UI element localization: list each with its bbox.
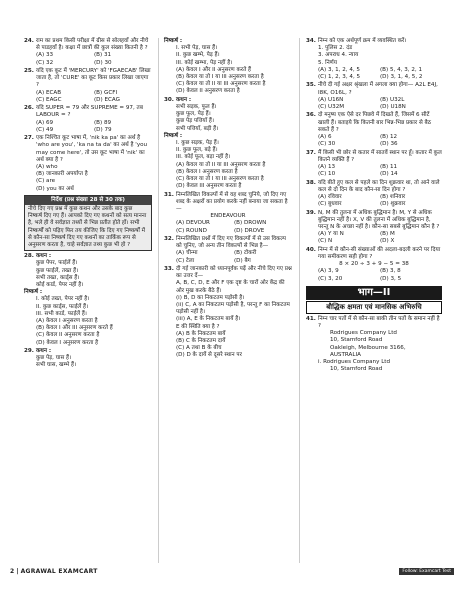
- question-35: [306, 82, 442, 111]
- question-number: 25.: [24, 68, 34, 74]
- question-text: राम का प्रथम किसी परीक्षा में ग्रीस से सोलहवाँ और नीचे से पाडहवाँ है। कक्षा में छात्रों की कुल संख्या कितनी है ?: [36, 38, 149, 52]
- statement: सभी तख्त, कार्ड्स हैं।: [36, 274, 80, 281]
- conclusion: (C) केवल या तो I या III अनुसरण करता है: [176, 176, 264, 183]
- question-line: [306, 112, 442, 134]
- options: [306, 67, 442, 81]
- conclusion: (A) केवल I अनुसरण करता है: [36, 318, 98, 325]
- question-text: एक निश्चित कूट भाषा में, 'nik ka pa' का अर्थ है 'who are you', 'ka na ta da' का अर्थ है 'you may come here', तो उस कूट भाषा में 'nik' का अर्थ क्या है ?: [36, 135, 148, 163]
- option: (D) बैग: [234, 257, 251, 264]
- option: (D) 14: [380, 171, 398, 178]
- question-34: [306, 38, 442, 81]
- page-footer: [10, 568, 454, 578]
- question-29-continued: [164, 38, 292, 96]
- question-31: [164, 192, 292, 235]
- question-number: 27.: [24, 135, 34, 142]
- question-number: 33.: [164, 266, 174, 273]
- direction-box: [24, 195, 152, 251]
- option: (C) ROUND: [176, 227, 207, 234]
- address-line: AUSTRALIA: [330, 351, 361, 358]
- question-info: A, B, C, D, E और F एक दृष्ट के चारों ओर केंद्र की ओर मुख करके बैठे हैं।: [176, 280, 285, 294]
- question-29: [24, 348, 152, 370]
- question-line-item: (C) A तथा B के बीच: [176, 345, 222, 352]
- option: (D) शुक्रवार: [380, 201, 406, 208]
- question-line-item: (D) D के दायें से दूसरे स्थान पर: [176, 352, 242, 359]
- address-line: Rodrigues Company Ltd: [330, 330, 397, 337]
- question-line-item: (A) B के निकटतम बायें: [176, 330, 226, 337]
- question-37: [306, 150, 442, 179]
- statement: कुछ पेड़, घास हैं।: [36, 355, 72, 362]
- column-3: [306, 38, 442, 375]
- statement: कुछ फाईलें, तख्त हैं।: [36, 267, 79, 274]
- option: (B) 12: [380, 134, 398, 141]
- question-text: निम्नलिखित विकल्पों में से वह शब्द चुनिये, जो दिए गए शब्द के अक्षरों का प्रयोग करके नहीं बनाया जा सकता है—: [176, 191, 288, 213]
- option: (D) X: [380, 238, 395, 245]
- option-line: i. Rodrigues Company Ltd: [318, 359, 391, 366]
- conclusion: I. कुछ सड़क, पेड़ हैं।: [176, 140, 219, 147]
- options: [24, 164, 152, 193]
- question-number: 32.: [164, 236, 174, 243]
- option: (C) 1, 2, 3, 4, 5: [318, 74, 361, 81]
- question-number: 31.: [164, 191, 174, 198]
- section-subtitle: बौद्धिक क्षमता एवं मानसिक अभिरुचि: [306, 301, 442, 314]
- question-number: 40.: [306, 246, 316, 253]
- question-38: [306, 180, 442, 209]
- column-1: [24, 38, 152, 371]
- question-number: 37.: [306, 149, 316, 156]
- option: (C) 10: [318, 171, 336, 178]
- option: (C) EAGC: [36, 96, 62, 103]
- option: (D) you का अर्थ: [36, 185, 74, 192]
- question-lines: [306, 45, 442, 67]
- conclusion: (A) केवल या तो II या III अनुसरण करता है: [176, 161, 266, 168]
- conclusion: (C) केवल II अनुसरण करता है: [36, 332, 100, 339]
- option: (B) GCFI: [94, 89, 118, 96]
- statement-label: कथन :: [36, 253, 52, 260]
- question-number: 38.: [306, 179, 316, 186]
- question-line: [306, 150, 442, 164]
- question-30: [164, 97, 292, 191]
- address-line: 10, Stamford Road: [330, 337, 383, 344]
- question-line: [306, 180, 442, 194]
- question-line-item: 3. अपराध 4. न्याय: [318, 52, 359, 59]
- question-number: 34.: [306, 38, 316, 44]
- option: (D) 3, 1, 4, 5, 2: [380, 74, 423, 81]
- conclusion: (C) केवल या तो II या III अनुसरण करता है: [176, 81, 266, 88]
- direction-body: नीचे दिए गए प्रश्न में कुछ कथन और उसके बाद कुछ निष्कर्ष दिए गए हैं। आपको दिए गए कथनों को सत्य मानना है, भले ही वे सर्वज्ञात तथ्यों से भिन्न प्रतीत होते हों। सभी निष्कर्षों को पढ़िए फिर तय कीजिए कि दिए गए निष्कर्षों में से कौन-सा निष्कर्ष दिए गए कथनों का तार्किक रूप से अनुसरण करता है, चाहे सर्वज्ञात तथ्य कुछ भी हो ?: [25, 205, 151, 250]
- footer-left: 2 | AGRAWAL EXAMCART: [10, 568, 98, 575]
- option: (A) U16N: [318, 96, 344, 103]
- options: [306, 164, 442, 178]
- conclusion-label: निष्कर्ष :: [24, 289, 43, 296]
- given-word: ENDEAVOUR: [210, 213, 246, 220]
- question-33: [164, 266, 292, 360]
- conclusion: I. कोई तख्त, पेपर नहीं है।: [36, 296, 90, 303]
- question-39: [306, 210, 442, 246]
- column-2: [164, 38, 292, 361]
- conclusion: (D) केवल II अनुसरण करता है: [176, 88, 240, 95]
- statement: कोई कार्ड, पेपर नहीं है।: [36, 282, 84, 289]
- conclusion: II. कुछ खम्भे, पेड़ हैं।: [176, 52, 220, 59]
- question-28: [24, 253, 152, 347]
- option: (B) 31: [94, 52, 112, 59]
- column-divider: [158, 38, 159, 563]
- direction-heading: निर्देश (प्रश्न संख्या 28 से 30 तक): [25, 196, 151, 205]
- conclusion-label: निष्कर्ष :: [164, 38, 183, 44]
- statement: सभी घास, खम्भे हैं।: [36, 362, 77, 369]
- question-number: 39.: [306, 209, 316, 216]
- question-26: [24, 105, 152, 134]
- question-text: यदि SUPER = 79 और SUPREME = 97, तब LABOUR = ?: [36, 105, 143, 119]
- option: (B) DROWN: [234, 220, 267, 227]
- options: [24, 90, 152, 104]
- question-number: 41.: [306, 315, 316, 322]
- option: (C) 30: [318, 141, 336, 148]
- option: (C) टेला: [176, 257, 195, 264]
- question-line-item: (B) C के निकटतम दायें: [176, 338, 226, 345]
- conclusion: (D) केवल I अनुसरण करता है: [36, 339, 99, 346]
- question-number: 35.: [306, 82, 316, 89]
- option: (B) M: [380, 231, 395, 238]
- question-line-item: (ii) C, A का निकटतम पड़ोसी है, परन्तु F का निकटतम पड़ोसी नहीं है।: [176, 302, 290, 316]
- conclusion: III. कोई खम्भा, पेड़ नहीं है।: [176, 59, 233, 66]
- conclusion: II. कुछ फूल, बड़े हैं।: [176, 147, 218, 154]
- option: (B) 11: [380, 164, 398, 171]
- question-line: [306, 210, 442, 232]
- question-text: नीचे दी गई अक्षर श्रृंखला में अगला क्या होगा— A2L E4J, I8K, O16L, ?: [318, 82, 438, 96]
- conclusion: II. कुछ कार्ड्स, फाईलें हैं।: [36, 303, 89, 310]
- question-number: 28.: [24, 253, 34, 260]
- option: (D) 36: [380, 141, 398, 148]
- address-line: Oakleigh, Melbourne 3166,: [330, 344, 406, 351]
- question-text: निम्न चार पतों में से कौन-सा बाकी तीन पतों के समान नहीं है ?: [318, 315, 440, 330]
- conclusion: (A) केवल I और II अनुसरण करते हैं: [176, 66, 252, 73]
- option: (A) 3, 1, 2, 4, 5: [318, 66, 360, 73]
- question-25: [24, 68, 152, 104]
- question-number: 30.: [164, 96, 174, 103]
- conclusion: III. सभी कार्ड, फाईलें हैं।: [36, 310, 87, 317]
- option: (C) U32M: [318, 104, 345, 111]
- conclusion: III. कोई फूल, बड़ा नहीं है।: [176, 154, 231, 161]
- question-line-item: E की स्थिति क्या है ?: [176, 323, 220, 330]
- equation: 8 × 20 ÷ 3 + 9 − 5 = 38: [339, 261, 409, 268]
- question-text: निम्न को एक अर्थपूर्ण क्रम में व्यवस्थित करें।: [318, 38, 407, 44]
- question-line-item: 1. पुलिस 2. दंड: [318, 45, 353, 52]
- question-text: दो मनुष्य एक ऐसे दर पिछवे में दिखते हैं, जिसमें 6 सीटें खाली हैं। बताइये कि कितनी बार भिन्न-भिन्न प्रकार से बैठ सकते हैं ?: [318, 112, 431, 133]
- option: (C) बुधवार: [318, 201, 342, 208]
- statement: सभी सड़क, फूल हैं।: [176, 104, 217, 111]
- option: (B) 5, 4, 3, 2, 1: [380, 66, 422, 73]
- option: (A) 69: [36, 119, 54, 126]
- option: (C) 49: [36, 126, 54, 133]
- page-number: 2: [10, 568, 15, 575]
- statement: कुछ पेपर, फाईलें हैं।: [36, 260, 78, 267]
- options: [306, 134, 442, 148]
- statement: सभी पत्तियाँ, बड़ी हैं।: [176, 125, 219, 132]
- question-24: [24, 38, 152, 67]
- question-line: [24, 38, 152, 52]
- question-line-item: (iii) A, E के निकटतम बायें है।: [176, 316, 241, 323]
- option: (D) DROVE: [234, 227, 265, 234]
- option: (A) रविवार: [318, 194, 342, 201]
- question-number: 36.: [306, 112, 316, 119]
- option: (B) U32L: [380, 96, 405, 103]
- question-number: 26.: [24, 105, 34, 112]
- option: (D) ECAG: [94, 96, 120, 103]
- brand-name: AGRAWAL EXAMCART: [20, 568, 98, 575]
- option: (A) DEVOUR: [176, 220, 210, 227]
- option: (D) 79: [94, 126, 112, 133]
- option: (A) Y या N: [318, 231, 344, 238]
- question-text: यदि बीते हुए कल से पहले का दिन शुक्रवार था, तो आने वाले कल से दो दिन के बाद कौन-सा दिन होगा ?: [318, 179, 440, 193]
- statement: कुछ फूल, पेड़ हैं।: [176, 111, 211, 118]
- question-36: [306, 112, 442, 148]
- question-line-item: (i) B, D का निकटतम पड़ोसी है।: [176, 294, 245, 301]
- options: [306, 194, 442, 208]
- conclusion: (D) केवल III अनुसरण करता है: [176, 183, 242, 190]
- conclusion: (B) केवल I और III अनुसरण करते हैं: [36, 325, 113, 332]
- option: (B) जानकारी अपर्याप्त है: [36, 171, 88, 178]
- option: (B) 89: [94, 119, 112, 126]
- option: (A) who: [36, 164, 58, 171]
- question-line: [306, 82, 442, 96]
- question-text: दी गई जानकारी को ध्यानपूर्वक पढ़ें और नीचे दिए गए प्रश्न का उत्तर दें—: [176, 266, 292, 280]
- question-text: मैं किसी भी छोर से कतार में सातवें स्थान पर हूँ। कतार में कुल कितने व्यक्ति हैं ?: [318, 149, 442, 163]
- option: (B) शनिवार: [380, 194, 406, 201]
- question-41: [306, 316, 442, 374]
- option: (D) 3, 5: [380, 275, 402, 282]
- address-line: 10, Stamford Road: [330, 366, 383, 373]
- option: (C) N: [318, 238, 333, 245]
- option: (B) 3, 8: [380, 268, 401, 275]
- question-text: यदि एक कूट में 'MERCURY' को 'FGAECAB' लिखा जाता है, तो 'CURE' का कूट किस प्रकार लिखा जाएगा ?: [36, 68, 151, 89]
- conclusion: (B) केवल या तो I या III अनुसरण करता है: [176, 74, 264, 81]
- question-40: [306, 247, 442, 283]
- option: (C) 32: [36, 59, 54, 66]
- option: (C) 3, 20: [318, 275, 343, 282]
- options: [24, 120, 152, 134]
- conclusion: (B) केवल I अनुसरण करता है: [176, 168, 238, 175]
- question-line: [24, 105, 152, 119]
- question-line: [24, 135, 152, 164]
- options: [306, 97, 442, 111]
- column-divider: [299, 38, 300, 563]
- option: (A) 13: [318, 164, 336, 171]
- statement-label: कथन :: [176, 96, 192, 103]
- question-32: [164, 236, 292, 265]
- option: (A) ECAB: [36, 89, 62, 96]
- question-text: निम्नलिखित प्रश्नों में दिए गए विकल्पों में से उस विकल्प को चुनिए, जो अन्य तीन विकल्पों से भिन्न है—: [176, 236, 286, 250]
- statement: कुछ पेड़ पत्तियाँ हैं।: [176, 118, 214, 125]
- question-27: [24, 135, 152, 193]
- footer-badge: Follow: Examcart Test: [399, 568, 454, 575]
- option: (A) 6: [318, 134, 332, 141]
- option: (A) 3, 9: [318, 268, 339, 275]
- question-line: [24, 68, 152, 90]
- option: (A) 33: [36, 52, 54, 59]
- option: (B) टोकरी: [234, 250, 257, 257]
- option: (C) are: [36, 178, 56, 185]
- question-text: N, M की तुलना में अधिक बुद्धिमान है। M, Y से अधिक बुद्धिमान नहीं है। X, V की तुलना में अधिक बुद्धिमान है, परन्तु N के अच्छा नहीं है। कौन-सा सबसे बुद्धिमान कौन है ?: [318, 209, 440, 231]
- question-number: 24.: [24, 38, 34, 44]
- question-text: निम्न में से कौन-सी संख्याओं की अदला-बदली करने पर दिया गया समीकरण सही होगा ?: [318, 246, 441, 261]
- option: (D) 30: [94, 59, 112, 66]
- options: [24, 52, 152, 66]
- question-line-item: 5. निर्णय: [318, 59, 337, 66]
- options: [306, 231, 442, 245]
- option: (A) चीन्मा: [176, 250, 198, 257]
- conclusion: I. सभी पेड़, घास हैं।: [176, 45, 218, 52]
- question-number: 29.: [24, 348, 34, 355]
- section-title: भाग—II: [306, 286, 442, 300]
- statement-label: कथन :: [36, 348, 52, 355]
- conclusion-label: निष्कर्ष :: [164, 132, 183, 139]
- option: (D) U18N: [380, 104, 406, 111]
